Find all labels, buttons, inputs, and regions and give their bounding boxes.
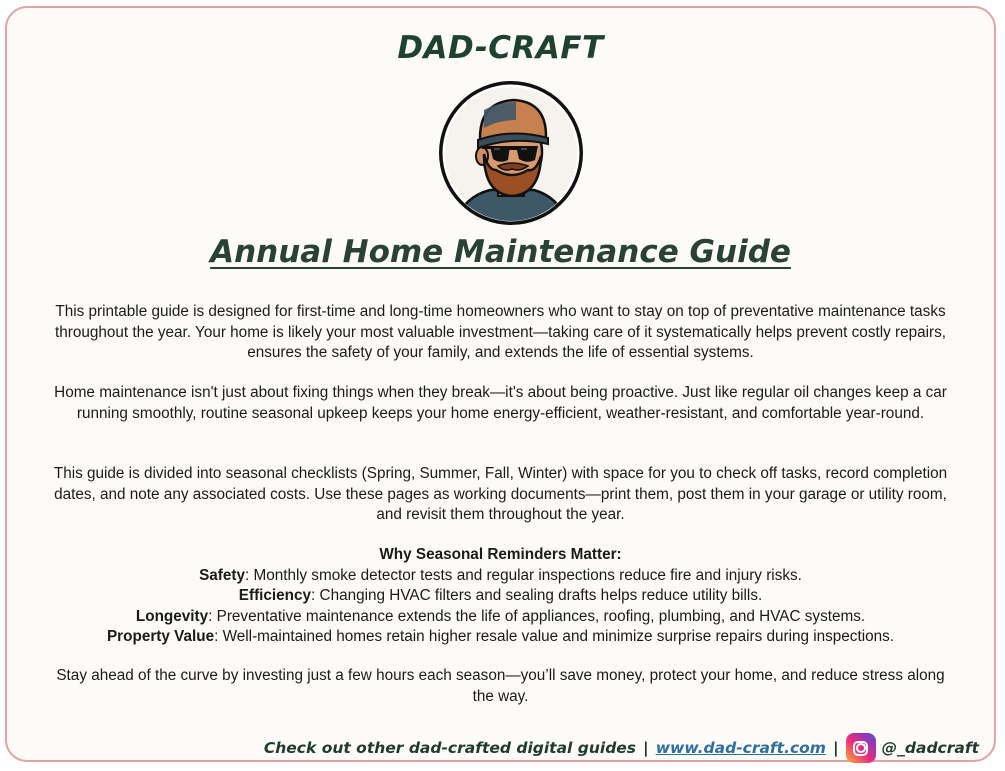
guide-card: [5, 6, 996, 762]
why-heading: Why Seasonal Reminders Matter:: [379, 546, 622, 563]
why-item: Property Value: Well-maintained homes retain higher resale value and minimize surprise repairs during inspections.: [106, 628, 895, 645]
intro-paragraph: This printable guide is designed for first-time and long-time homeowners who want to stay on top of preventative maintenance tasks throughout the year. Your home is likely your most valuable investment—taking care of it systematically helps prevent costly repairs, ensures the safety of your family, and extends the life of essential systems.: [54, 303, 947, 361]
why-item: Safety: Monthly smoke detector tests and regular inspections reduce fire and injury risks.: [199, 566, 802, 584]
dad-avatar-logo: [438, 80, 584, 226]
website-link[interactable]: www.dad-craft.com: [655, 739, 826, 757]
closing-paragraph: Stay ahead of the curve by investing just a few hours each season—you’ll save money, protect your home, and reduce stress along the way.: [56, 667, 945, 705]
footer-bar: [264, 733, 979, 763]
brand-title: DAD-CRAFT: [397, 30, 604, 66]
footer-separator: |: [643, 739, 649, 757]
instagram-handle[interactable]: @_dadcraft: [881, 739, 979, 757]
proactive-paragraph: Home maintenance isn't just about fixing things when they break—it's about being proactive. Just like regular oil changes keep a car running smoothly, routine seasonal upkeep keeps your home energy-efficient, weather-resistant, and comfortable year-round.: [54, 384, 947, 422]
why-section: [47, 545, 954, 648]
footer-separator: |: [832, 739, 839, 757]
footer-lead-text: Check out other dad-crafted digital guides: [263, 739, 637, 757]
why-item: Efficiency: Changing HVAC filters and sealing drafts helps reduce utility bills.: [238, 587, 763, 604]
why-item: Longevity: Preventative maintenance extends the life of appliances, roofing, plumbing, and HVAC systems.: [135, 607, 866, 625]
instagram-icon[interactable]: [846, 733, 876, 763]
guide-title: Annual Home Maintenance Guide: [210, 234, 791, 270]
checklist-paragraph: This guide is divided into seasonal checklists (Spring, Summer, Fall, Winter) with space for you to check off tasks, record completion dates, and note any associated costs. Use these pages as working documents—print them, post them in your garage or utility room, and revisit them throughout the year.: [53, 465, 948, 523]
